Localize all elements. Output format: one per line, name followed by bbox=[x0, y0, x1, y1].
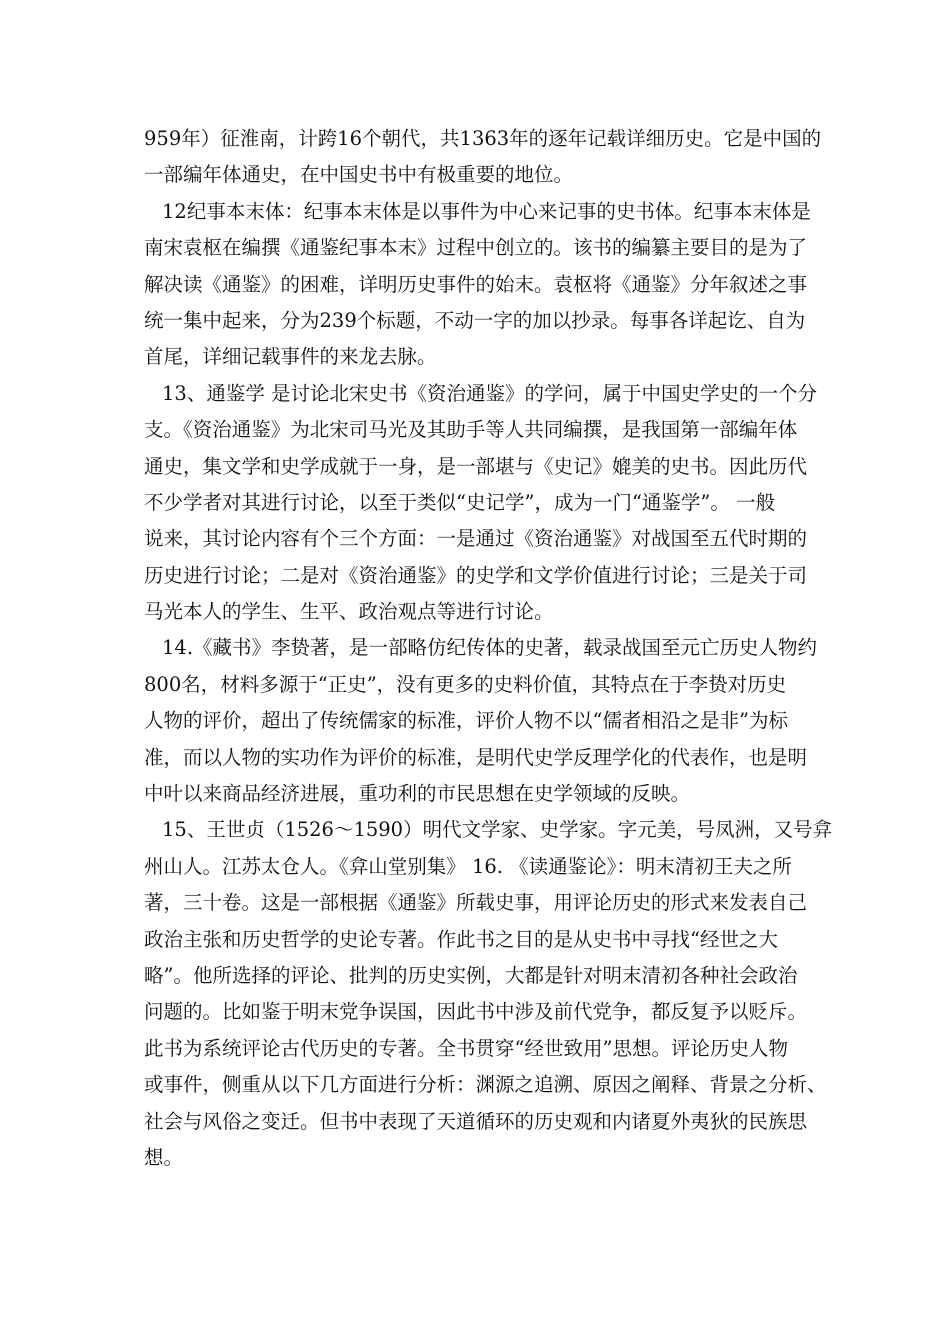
text-line: 13、通鉴学 是讨论北宋史书《资治通鉴》的学问，属于中国史学史的一个分 bbox=[162, 381, 818, 405]
paragraph-tongjian-xue bbox=[144, 376, 818, 631]
text-line: 想。 bbox=[144, 1145, 184, 1169]
text-line: 此书为系统评论古代历史的专著。全书贯穿“经世致用”思想。评论历史人物 bbox=[144, 1036, 788, 1060]
text-line: 说来，其讨论内容有个三个方面：一是通过《资治通鉴》对战国至五代时期的 bbox=[144, 527, 808, 551]
text-line: 15、王世贞（1526～1590）明代文学家、史学家。字元美，号凤洲，又号弇 bbox=[162, 818, 833, 842]
text-line: 一部编年体通史，在中国史书中有极重要的地位。 bbox=[144, 163, 574, 187]
text-line: 或事件，侧重从以下几方面进行分析：渊源之追溯、原因之阐释、背景之分析、 bbox=[144, 1073, 827, 1097]
paragraph-zizhi-tongjian bbox=[144, 121, 822, 194]
text-line: 社会与风俗之变迁。但书中表现了天道循环的历史观和内诸夏外夷狄的民族思 bbox=[144, 1109, 808, 1133]
text-line: 人物的评价，超出了传统儒家的标准，评价人物不以“儒者相沿之是非”为标 bbox=[144, 709, 788, 733]
text-line: 南宋袁枢在编撰《通鉴纪事本末》过程中创立的。该书的编纂主要目的是为了 bbox=[144, 236, 808, 260]
text-line: 略”。他所选择的评论、批判的历史实例，大都是针对明末清初各种社会政治 bbox=[144, 963, 798, 987]
text-line: 马光本人的学生、生平、政治观点等进行讨论。 bbox=[144, 600, 554, 624]
text-line: 12纪事本末体：纪事本末体是以事件为中心来记事的史书体。纪事本末体是 bbox=[162, 199, 811, 223]
paragraph-cangshu bbox=[144, 630, 818, 812]
text-line: 14.《藏书》李贽著，是一部略仿纪传体的史著，载录战国至元亡历史人物约 bbox=[162, 636, 818, 660]
document-body bbox=[144, 121, 833, 1176]
text-line: 首尾，详细记载事件的来龙去脉。 bbox=[144, 345, 437, 369]
text-line: 著，三十卷。这是一部根据《通鉴》所载史事，用评论历史的形式来发表自己 bbox=[144, 891, 808, 915]
text-line: 不少学者对其进行讨论，以至于类似“史记学”，成为一门“通鉴学”。 一般 bbox=[144, 490, 776, 514]
text-line: 州山人。江苏太仓人。《弇山堂别集》 16. 《读通鉴论》：明末清初王夫之所 bbox=[144, 854, 792, 878]
text-line: 支。《资治通鉴》为北宋司马光及其助手等人共同编撰，是我国第一部编年体 bbox=[144, 418, 798, 442]
text-line: 959年）征淮南，计跨16个朝代，共1363年的逐年记载详细历史。它是中国的 bbox=[144, 127, 822, 150]
text-line: 800名，材料多源于“正史”，没有更多的史料价值，其特点在于李贽对历史 bbox=[144, 672, 787, 696]
text-line: 历史进行讨论；二是对《资治通鉴》的史学和文学价值进行讨论；三是关于司 bbox=[144, 563, 808, 587]
text-line: 问题的。比如鉴于明末党争误国，因此书中涉及前代党争，都反复予以贬斥。 bbox=[144, 1000, 808, 1024]
text-line: 通史，集文学和史学成就于一身，是一部堪与《史记》媲美的史书。因此历代 bbox=[144, 454, 808, 478]
text-line: 统一集中起来，分为239个标题，不动一字的加以抄录。每事各详起讫、自为 bbox=[144, 308, 806, 332]
text-line: 解决读《通鉴》的困难，详明历史事件的始末。袁枢将《通鉴》分年叙述之事 bbox=[144, 272, 808, 296]
text-line: 准，而以人物的实功作为评价的标准，是明代史学反理学化的代表作，也是明 bbox=[144, 745, 808, 769]
paragraph-wang-shizhen bbox=[144, 812, 833, 1176]
paragraph-jishi-benmo bbox=[144, 194, 812, 376]
text-line: 中叶以来商品经济进展，重功利的市民思想在史学领域的反映。 bbox=[144, 782, 691, 806]
text-line: 政治主张和历史哲学的史论专著。作此书之目的是从史书中寻找“经世之大 bbox=[144, 927, 778, 951]
